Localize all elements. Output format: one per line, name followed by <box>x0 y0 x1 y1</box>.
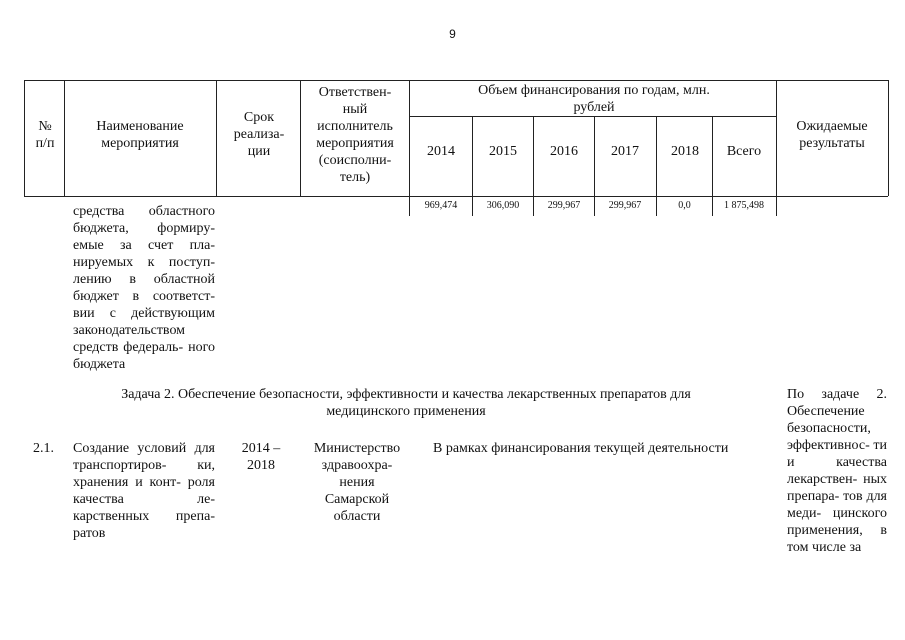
value-2015: 306,090 <box>486 200 520 211</box>
page-number: 9 <box>449 27 456 41</box>
year-2014: 2014 <box>427 144 455 159</box>
col-divider <box>409 80 410 216</box>
year-total: Всего <box>726 144 762 159</box>
table-header-bottom-border <box>24 196 888 197</box>
funding-subheader-border <box>409 116 776 117</box>
col-divider <box>300 80 301 196</box>
row-2-1-number: 2.1. <box>33 441 54 456</box>
value-2014: 969,474 <box>424 200 458 211</box>
year-2016: 2016 <box>550 144 578 159</box>
header-responsible: Ответствен- ный исполнитель мероприятия (соисполни- тель) <box>316 85 394 185</box>
header-funding: Объем финансирования по годам, млн. рублей <box>478 83 710 115</box>
table-right-border <box>888 80 889 196</box>
value-2016: 299,967 <box>547 200 581 211</box>
task-2-results: По задаче 2. Обеспечение безопасности, эффективнос- ти и качества лекарствен- ных препара- тов для меди- цинского применения, в том числе за <box>787 387 887 555</box>
header-term: Срок реализа- ции <box>233 110 285 159</box>
col-divider <box>216 80 217 196</box>
header-number: № п/п <box>35 119 55 151</box>
value-2018: 0,0 <box>678 200 691 211</box>
year-2017: 2017 <box>611 144 639 159</box>
col-divider <box>776 80 777 216</box>
year-2018: 2018 <box>671 144 699 159</box>
header-results: Ожидаемые результаты <box>796 119 868 151</box>
col-divider <box>64 80 65 196</box>
table-top-border <box>24 80 888 81</box>
row-2-1-responsible: Министерство здравоохра- нения Самарской области <box>313 441 401 524</box>
year-2015: 2015 <box>489 144 517 159</box>
funding-source-text: средства областного бюджета, формиру- емые за счет пла- нируемых к поступ- лению в областной бюджет в соответст- вии с действующим законодательством средств федераль- ного бюджета <box>73 204 215 372</box>
task-2-title: Задача 2. Обеспечение безопасности, эффективности и качества лекарственных препаратов для медицинского применения <box>121 387 691 419</box>
row-2-1-name: Создание условий для транспортиров- ки, хранения и конт- роля качества ле- карственных препа- ратов <box>73 441 215 541</box>
value-total: 1 875,498 <box>724 200 764 211</box>
row-2-1-term: 2014 – 2018 <box>241 441 281 473</box>
header-name: Наименование мероприятия <box>96 119 184 151</box>
row-2-1-funding-note: В рамках финансирования текущей деятельности <box>433 441 729 456</box>
value-2017: 299,967 <box>608 200 642 211</box>
table-left-border <box>24 80 25 196</box>
